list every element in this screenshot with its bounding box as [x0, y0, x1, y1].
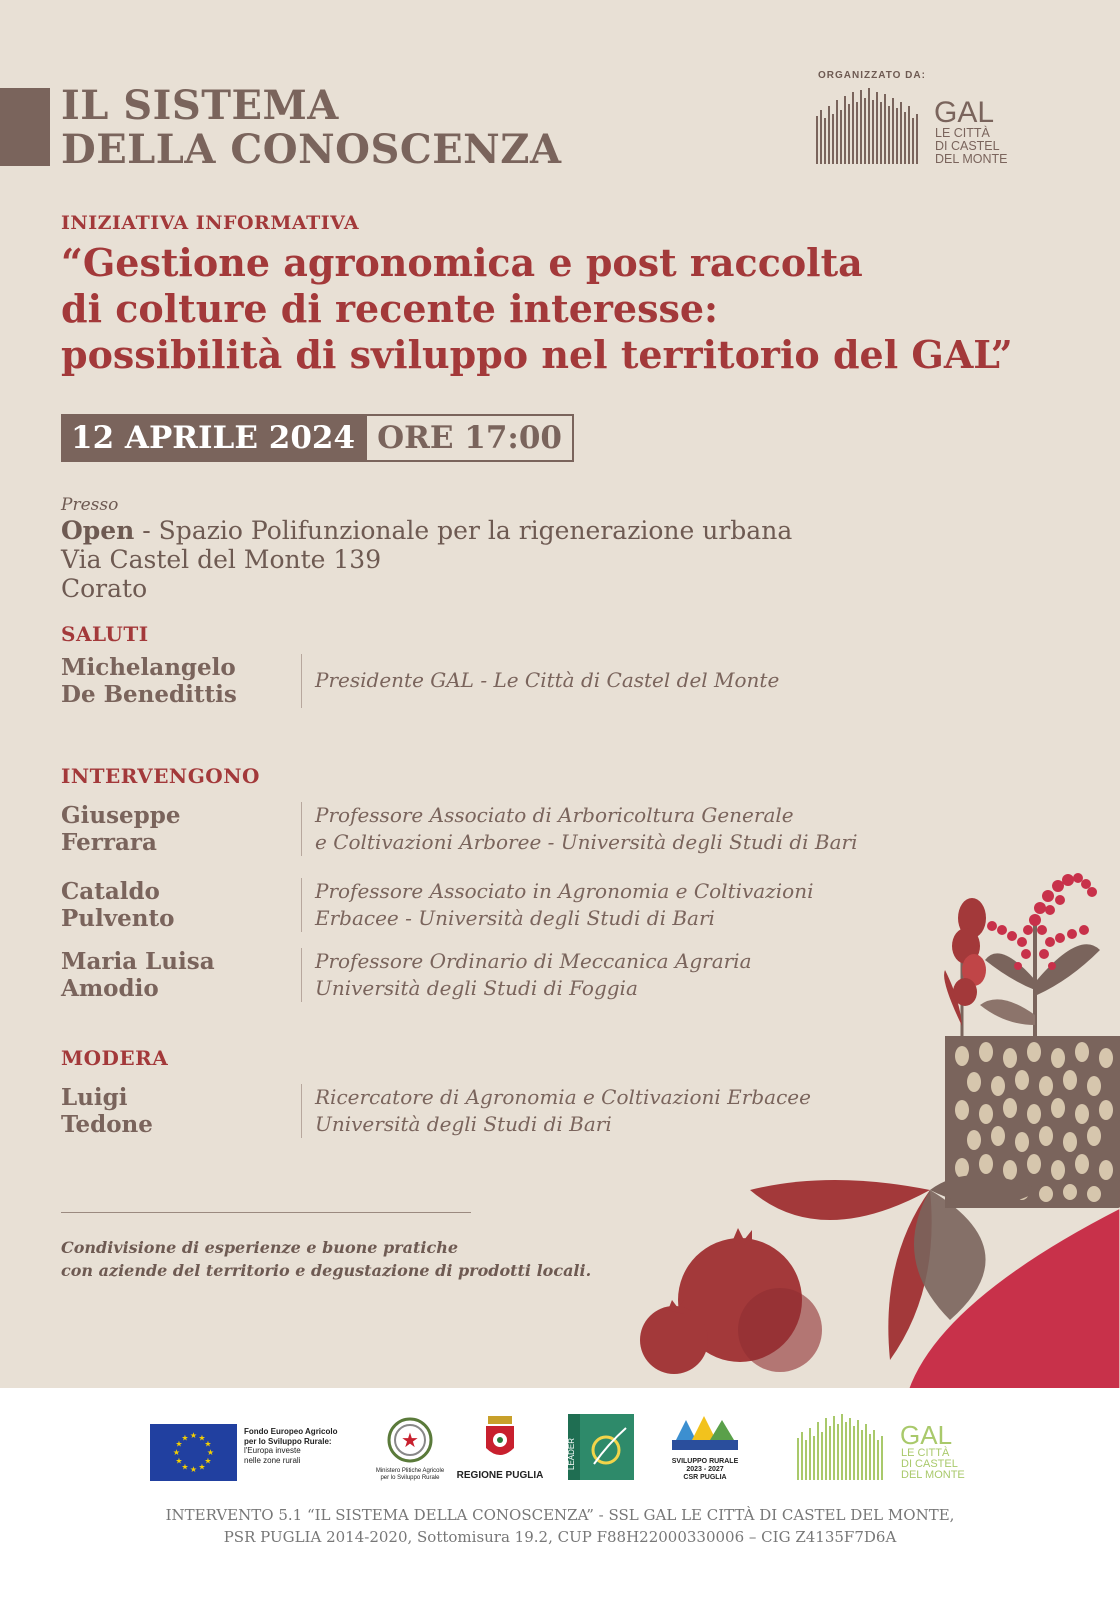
svg-text:★: ★ [175, 1456, 183, 1466]
eu-text-line2: per lo Sviluppo Rurale: [244, 1436, 332, 1446]
svg-text:★: ★ [401, 1428, 419, 1452]
gal-logo-line1: LE CITTÀ [935, 126, 990, 140]
saluti-heading: SALUTI [61, 622, 149, 646]
venue-presso: Presso [61, 495, 119, 515]
svg-text:★: ★ [172, 1448, 181, 1457]
series-title [61, 84, 561, 172]
gal-footer-logo [795, 1414, 985, 1488]
venue-name: Open [61, 516, 135, 545]
svg-text:★: ★ [198, 1433, 206, 1443]
event-kicker: INIZIATIVA INFORMATIVA [61, 212, 360, 234]
gal-logo [816, 88, 1026, 172]
regione-puglia-logo [450, 1414, 550, 1481]
modera-heading: MODERA [61, 1046, 169, 1070]
speaker-name [61, 948, 301, 1002]
ministry-logo [365, 1414, 455, 1482]
amaranth-plant-icon [980, 873, 1100, 1036]
speaker-role-line2: e Coltivazioni Arboree - Università degli Studi di Bari [315, 830, 858, 854]
gal-logo-line2: DI CASTEL [935, 139, 1000, 153]
svg-text:★: ★ [204, 1456, 212, 1466]
sviluppo-rurale-icon [666, 1414, 744, 1454]
sviluppo-line3: CSR PUGLIA [683, 1474, 727, 1481]
leader-label: LEADER [567, 1437, 576, 1471]
speaker-first-name: Michelangelo [61, 654, 236, 681]
speaker-last-name: Pulvento [61, 905, 175, 932]
leader-icon [568, 1414, 634, 1480]
credits-line1: INTERVENTO 5.1 “IL SISTEMA DELLA CONOSCENZA” - SSL GAL LE CITTÀ DI CASTEL DEL MONTE, [165, 1506, 955, 1524]
gal-logo-mark-icon [816, 88, 918, 164]
eu-text-line3: l'Europa investe [244, 1446, 301, 1455]
speaker-first-name: Maria Luisa [61, 948, 215, 975]
speaker-first-name: Cataldo [61, 878, 160, 905]
speaker-role-line1: Ricercatore di Agronomia e Coltivazioni Erbacee [315, 1085, 811, 1109]
speaker-last-name: Tedone [61, 1111, 153, 1138]
gal-footer-line3: DEL MONTE [901, 1469, 965, 1481]
puglia-shield-icon [450, 1414, 550, 1466]
speaker-name [61, 1084, 301, 1138]
gal-green-icon [795, 1414, 985, 1484]
eu-fund-text [244, 1427, 354, 1465]
event-title [61, 240, 1013, 378]
venue-address: Via Castel del Monte 139 [61, 545, 382, 574]
speaker-first-name: Giuseppe [61, 802, 181, 829]
svg-text:★: ★ [189, 1465, 198, 1474]
footnote-line2: con aziende del territorio e degustazione di prodotti locali. [61, 1261, 592, 1280]
speaker-name [61, 802, 301, 856]
eu-text-line1: Fondo Europeo Agricolo [244, 1427, 338, 1436]
footnote-line1: Condivisione di esperienze e buone pratiche [61, 1238, 458, 1257]
ministry-line2: per lo Sviluppo Rurale [380, 1475, 440, 1481]
speaker-role-line1: Presidente GAL - Le Città di Castel del Monte [315, 668, 780, 692]
gal-footer-line2: DI CASTEL [901, 1458, 958, 1470]
event-title-line3: possibilità di sviluppo nel territorio del GAL” [61, 332, 1013, 377]
speaker-last-name: Ferrara [61, 829, 157, 856]
speaker-last-name: De Benedittis [61, 681, 237, 708]
svg-text:★: ★ [175, 1439, 183, 1449]
speaker-first-name: Luigi [61, 1084, 128, 1111]
speaker-last-name: Amodio [61, 975, 159, 1002]
sviluppo-line2: 2023 - 2027 [686, 1466, 724, 1473]
sviluppo-rurale-logo [666, 1414, 744, 1482]
gal-footer-acronym: GAL [900, 1420, 953, 1450]
divider [61, 1212, 471, 1213]
speaker-row [61, 654, 779, 708]
sviluppo-line1: SVILUPPO RURALE [671, 1458, 739, 1465]
credits-line2: PSR PUGLIA 2014-2020, Sottomisura 19.2, CUP F88H22000330006 – CIG Z4135F7D6A [223, 1528, 897, 1546]
venue-city: Corato [61, 574, 148, 603]
speaker-name [61, 654, 301, 708]
organized-by-label: ORGANIZZATO DA: [818, 70, 926, 81]
speaker-role-line1: Professore Associato di Arboricoltura Generale [315, 803, 794, 827]
footnote [61, 1236, 591, 1282]
venue [61, 494, 792, 603]
funding-credits [0, 1504, 1120, 1548]
pomegranate-fruit-icon [640, 1228, 822, 1374]
date-time-box [61, 414, 574, 462]
svg-text:★: ★ [181, 1462, 189, 1472]
svg-text:★: ★ [181, 1433, 189, 1443]
series-title-line2: DELLA CONOSCENZA [61, 126, 562, 173]
speaker-role-line1: Professore Associato in Agronomia e Coltivazioni [315, 879, 814, 903]
title-accent-bar [0, 88, 50, 166]
speaker-role-line2: Università degli Studi di Foggia [315, 976, 638, 1000]
svg-text:★: ★ [198, 1462, 206, 1472]
speaker-role-line1: Professore Ordinario di Meccanica Agraria [315, 949, 752, 973]
leader-logo [568, 1414, 634, 1484]
svg-text:★: ★ [189, 1431, 198, 1440]
pomegranate-branch-icon [944, 898, 986, 1036]
eu-text-line4: nelle zone rurali [244, 1455, 301, 1465]
italian-emblem-icon [365, 1414, 455, 1464]
gal-footer-line1: LE CITTÀ [901, 1447, 950, 1459]
sponsor-logos [150, 1414, 980, 1488]
footer [0, 1388, 1120, 1600]
regione-label: REGIONE PUGLIA [456, 1470, 544, 1481]
ministry-line1: Ministero Plitiche Agricole [375, 1468, 445, 1474]
speaker-role-line2: Università degli Studi di Bari [315, 1112, 612, 1136]
speaker-name [61, 878, 301, 932]
event-title-line2: di colture di recente interesse: [61, 286, 719, 331]
event-time: ORE 17:00 [377, 420, 562, 456]
eu-flag-icon [150, 1424, 237, 1481]
speaker-role-line2: Erbacee - Università degli Studi di Bari [315, 906, 715, 930]
gal-logo-acronym: GAL [934, 96, 995, 129]
speaker-role [301, 654, 779, 708]
gal-logo-line3: DEL MONTE [935, 152, 1008, 166]
intervengono-heading: INTERVENGONO [61, 764, 260, 788]
harvest-illustration [640, 830, 1120, 1390]
svg-text:★: ★ [204, 1439, 212, 1449]
venue-name-rest: - Spazio Polifunzionale per la rigenerazione urbana [134, 516, 793, 545]
event-title-line1: “Gestione agronomica e post raccolta [61, 240, 863, 285]
event-date: 12 APRILE 2024 [63, 416, 367, 460]
svg-text:★: ★ [206, 1448, 215, 1457]
series-title-line1: IL SISTEMA [61, 82, 339, 129]
venue-name-line [61, 516, 792, 545]
